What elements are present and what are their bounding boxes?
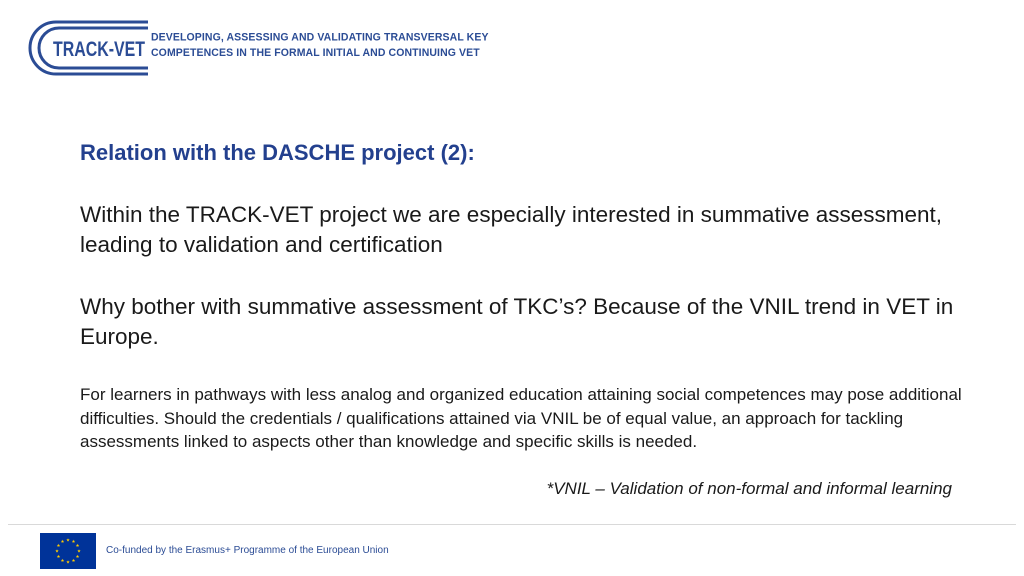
eu-flag-icon	[40, 533, 96, 569]
vnil-footnote: *VNIL – Validation of non-formal and informal learning	[546, 479, 952, 498]
track-vet-logo-mark	[30, 18, 150, 78]
paragraph-track-vet-interest: Within the TRACK-VET project we are especially interested in summative assessment, leading to validation and certification	[80, 202, 943, 257]
footer-divider	[8, 524, 1016, 525]
logo-tagline	[151, 31, 489, 60]
paragraph-why-summative: Why bother with summative assessment of TKC’s? Because of the VNIL trend in VET in Europe.	[80, 294, 954, 349]
logo-wordmark: TRACK-VET	[53, 38, 146, 61]
logo-tagline-line2: COMPETENCES IN THE FORMAL INITIAL AND CONTINUING VET	[151, 45, 480, 59]
paragraph-learners-pathways: For learners in pathways with less analog and organized education attaining social competences may pose additional difficulties. Should the credentials / qualifications attained via VNIL be of equal value, an approach for tackling assessments linked to aspects other than knowledge and specific skills is needed.	[80, 385, 962, 451]
logo-tagline-line1: DEVELOPING, ASSESSING AND VALIDATING TRANSVERSAL KEY	[151, 31, 489, 44]
track-vet-logo	[30, 18, 489, 78]
slide-heading: Relation with the DASCHE project (2):	[80, 140, 475, 165]
footer-cofunded-text: Co-funded by the Erasmus+ Programme of the European Union	[106, 545, 389, 556]
